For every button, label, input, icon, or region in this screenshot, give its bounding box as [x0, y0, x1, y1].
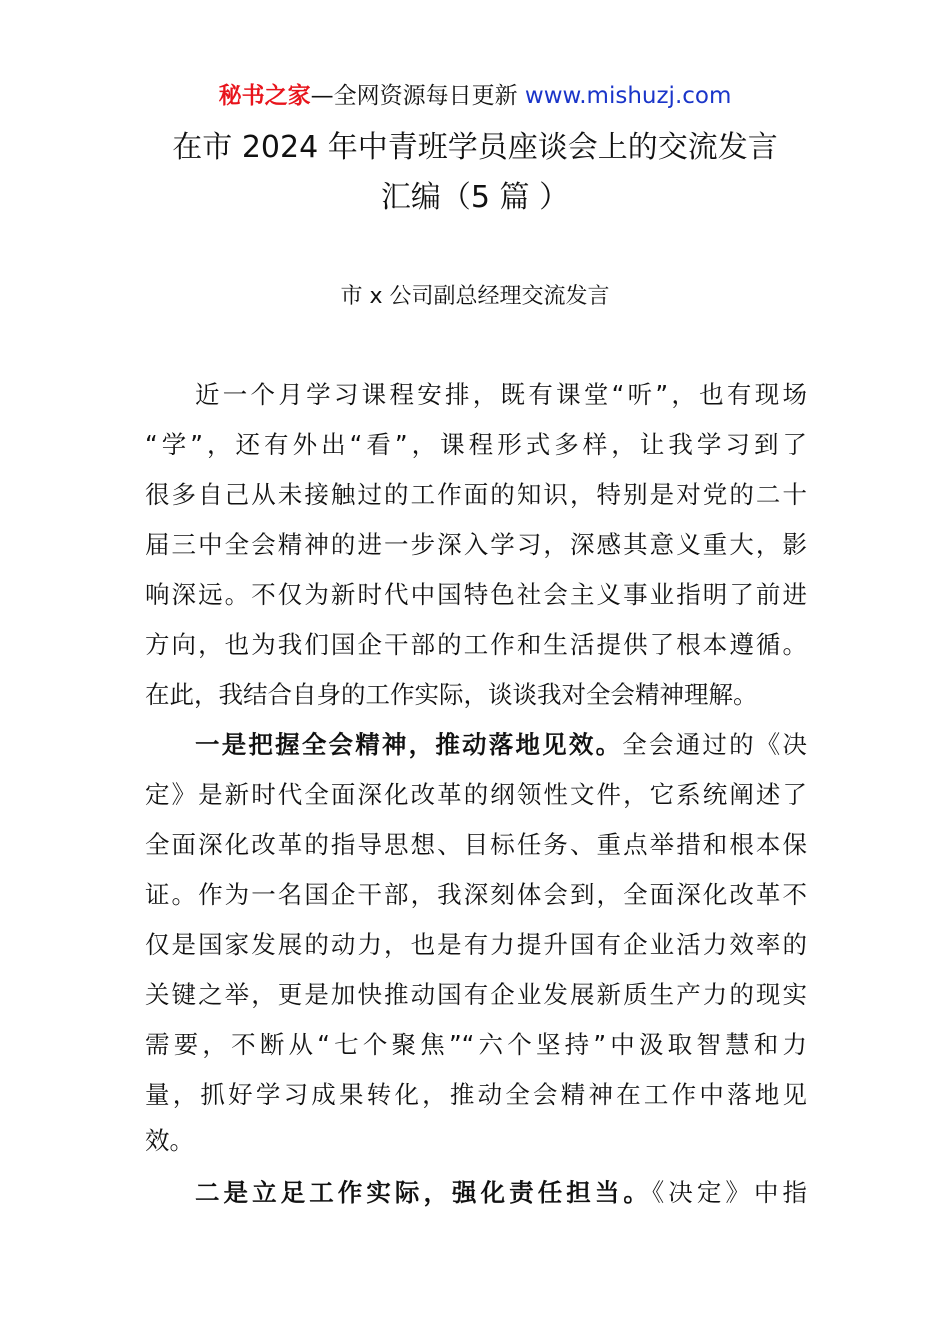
- paragraph-line: 届三中全会精神的进一步深入学习，深感其意义重大，影: [145, 530, 807, 559]
- point-two-first-line: [195, 1176, 807, 1210]
- document-title-line-1: 在市 2024 年中青班学员座谈会上的交流发言: [172, 130, 778, 165]
- paragraph-line: 仅是国家发展的动力，也是有力提升国有企业活力效率的: [145, 930, 807, 959]
- paragraph-line: 定》是新时代全面深化改革的纲领性文件，它系统阐述了: [145, 780, 807, 809]
- paragraph-line: “学”，还有外出“看”，课程形式多样，让我学习到了: [145, 430, 807, 459]
- brand-name: 秘书之家: [218, 83, 311, 109]
- point-one-heading: 一是把握全会精神，推动落地见效。: [195, 730, 623, 759]
- paragraph-line: 全面深化改革的指导思想、目标任务、重点举措和根本保: [145, 830, 807, 859]
- site-banner: [0, 80, 950, 112]
- paragraph-line: 很多自己从未接触过的工作面的知识，特别是对党的二十: [145, 480, 807, 509]
- point-two-text: 《决定》中指: [651, 1178, 808, 1207]
- section-subtitle: 市 x 公司副总经理交流发言: [340, 284, 610, 309]
- point-two-heading: 二是立足工作实际，强化责任担当。: [195, 1178, 652, 1207]
- paragraph-line: 需要，不断从“七个聚焦”“六个坚持”中汲取智慧和力: [145, 1030, 807, 1059]
- paragraph-line: 响深远。不仅为新时代中国特色社会主义事业指明了前进: [145, 580, 807, 609]
- point-one-first-line: [195, 728, 807, 762]
- paragraph-line: 效。: [145, 1126, 194, 1155]
- paragraph-line: 在此，我结合自身的工作实际，谈谈我对全会精神理解。: [145, 680, 758, 709]
- paragraph-line: 证。作为一名国企干部，我深刻体会到，全面深化改革不: [145, 880, 807, 909]
- site-url[interactable]: www.mishuzj.com: [517, 83, 732, 109]
- banner-tagline: —全网资源每日更新: [310, 83, 518, 109]
- document-title-line-2: 汇编（5 篇 ）: [380, 180, 570, 215]
- paragraph-line: 近一个月学习课程安排，既有课堂“听”，也有现场: [195, 380, 807, 409]
- point-one-text: 全会通过的《决: [622, 730, 808, 759]
- paragraph-line: 量，抓好学习成果转化，推动全会精神在工作中落地见: [145, 1080, 807, 1109]
- paragraph-line: 方向，也为我们国企干部的工作和生活提供了根本遵循。: [145, 630, 807, 659]
- paragraph-line: 关键之举，更是加快推动国有企业发展新质生产力的现实: [145, 980, 807, 1009]
